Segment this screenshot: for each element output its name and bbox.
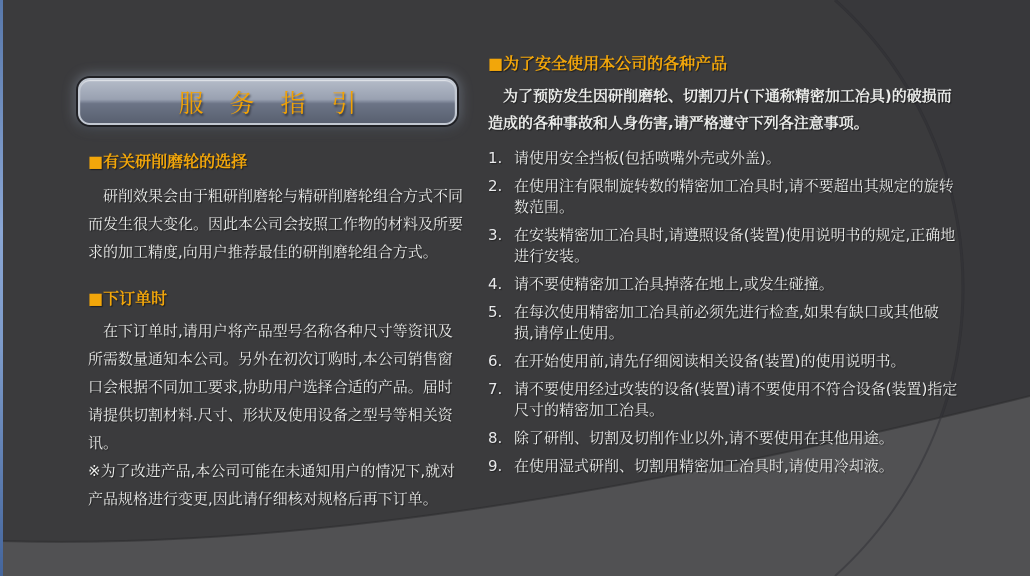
title-button [78, 78, 457, 125]
item-text: 请使用安全挡板(包括喷嘴外壳或外盖)。 [514, 149, 781, 167]
safety-item [488, 428, 958, 449]
safety-item [488, 274, 958, 295]
safety-intro: 为了预防发生因研削磨轮、切割刀片(下通称精密加工冶具)的破损而造成的各种事故和人身伤害,请严格遵守下列各注意事项。 [488, 87, 952, 132]
item-number: 4. [488, 275, 503, 293]
item-number: 9. [488, 457, 503, 475]
section-body-when-ordering: 在下订单时,请用户将产品型号名称各种尺寸等资讯及所需数量通知本公司。另外在初次订购时,本公司销售窗口会根据不同加工要求,协助用户选择合适的产品。届时请提供切割材料.尺寸、形状及使用设备之型号等相关资讯。 [88, 322, 453, 452]
item-number: 6. [488, 352, 503, 370]
item-number: 8. [488, 429, 503, 447]
left-column [88, 152, 464, 513]
item-number: 5. [488, 303, 503, 321]
item-text: 请不要使精密加工冶具掉落在地上,或发生碰撞。 [514, 275, 834, 293]
safety-item [488, 176, 958, 218]
item-number: 1. [488, 149, 503, 167]
item-number: 7. [488, 380, 503, 398]
right-column [488, 54, 958, 484]
item-text: 在每次使用精密加工冶具前必须先进行检查,如果有缺口或其他破损,请停止使用。 [514, 303, 939, 342]
safety-item [488, 302, 958, 344]
left-edge-accent-bar [0, 0, 3, 576]
safety-item [488, 351, 958, 372]
safety-item [488, 456, 958, 477]
safety-item [488, 379, 958, 421]
section-body-grinding-wheel-selection: 研削效果会由于粗研削磨轮与精研削磨轮组合方式不同而发生很大变化。因此本公司会按照工作物的材料及所要求的加工精度,向用户推荐最佳的研削磨轮组合方式。 [88, 187, 464, 261]
section-note-spec-change: ※为了改进产品,本公司可能在未通知用户的情况下,就对产品规格进行变更,因此请仔细核对规格后再下订单。 [88, 462, 456, 508]
item-number: 3. [488, 226, 503, 244]
section-heading-grinding-wheel-selection: ■有关研削磨轮的选择 [88, 152, 248, 171]
item-text: 在开始使用前,请先仔细阅读相关设备(装置)的使用说明书。 [514, 352, 906, 370]
item-text: 除了研削、切割及切削作业以外,请不要使用在其他用途。 [514, 429, 894, 447]
item-text: 在使用湿式研削、切割用精密加工冶具时,请使用冷却液。 [514, 457, 894, 475]
item-number: 2. [488, 177, 503, 195]
safety-item-list [488, 148, 958, 477]
safety-item [488, 148, 958, 169]
item-text: 在安装精密加工冶具时,请遵照设备(装置)使用说明书的规定,正确地进行安装。 [514, 226, 956, 265]
item-text: 请不要使用经过改装的设备(装置)请不要使用不符合设备(装置)指定尺寸的精密加工冶具。 [514, 380, 958, 419]
page-title: 服 务 指 引 [178, 88, 366, 118]
section-heading-when-ordering: ■下订单时 [88, 289, 168, 308]
item-text: 在使用注有限制旋转数的精密加工冶具时,请不要超出其规定的旋转数范围。 [514, 177, 954, 216]
section-heading-safety: ■为了安全使用本公司的各种产品 [488, 54, 728, 73]
safety-item [488, 225, 958, 267]
